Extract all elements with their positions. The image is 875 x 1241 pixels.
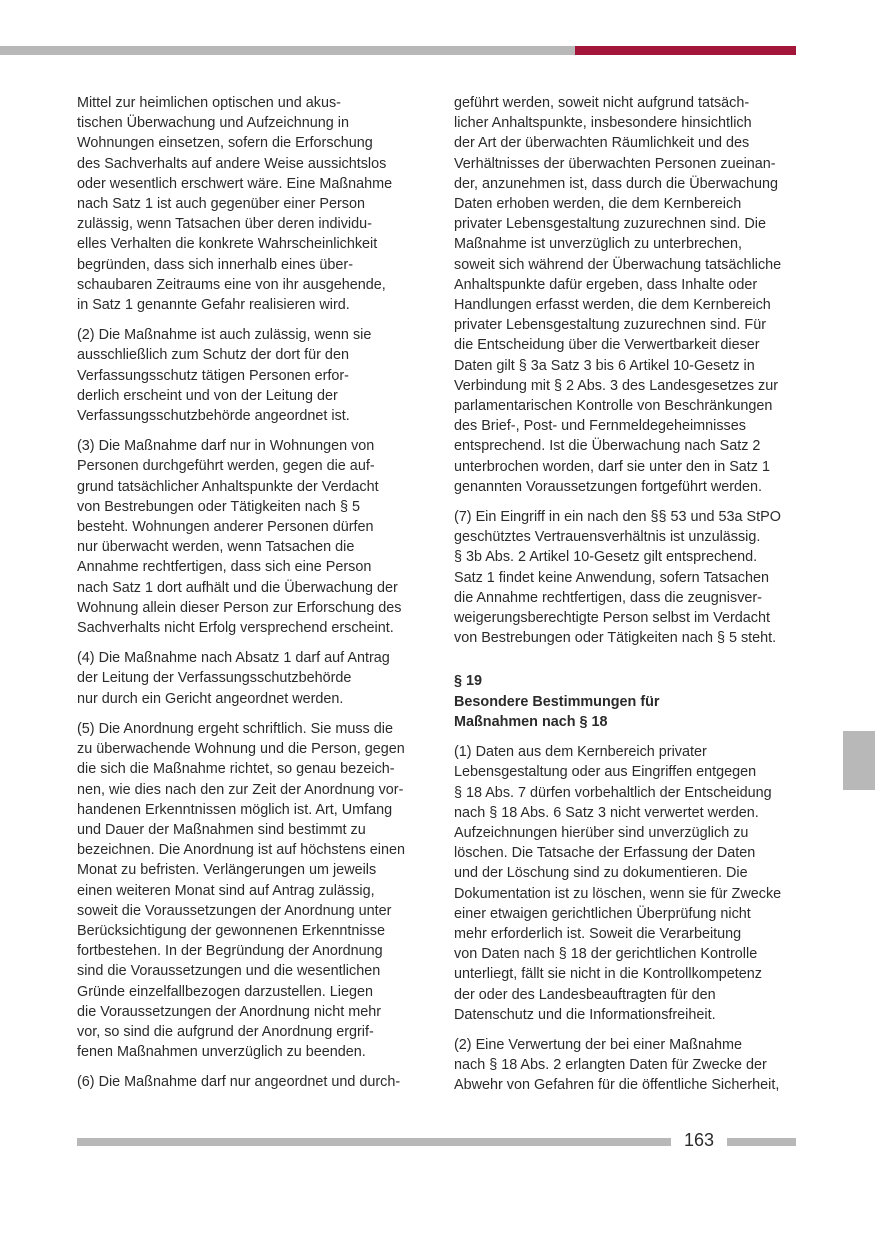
text-line: privater Lebensgestaltung zuzurechnen sind. Die (454, 216, 766, 233)
text-line: Sachverhalts nicht Erfolg versprechend erscheint. (77, 620, 394, 637)
text-line: zulässig, wenn Tatsachen über deren individu- (77, 216, 372, 233)
section-number: § 19 (454, 673, 483, 690)
text-line: die sich die Maßnahme richtet, so genau bezeich- (77, 761, 395, 778)
text-line: nach § 18 Abs. 6 Satz 3 nicht verwertet werden. (454, 804, 759, 821)
text-line: Berücksichtigung der gewonnenen Erkenntnisse (77, 922, 385, 939)
text-line: (4) Die Maßnahme nach Absatz 1 darf auf Antrag (77, 650, 390, 667)
text-line: elles Verhalten die konkrete Wahrscheinlichkeit (77, 236, 378, 253)
text-line: mehr erforderlich ist. Soweit die Verarbeitung (454, 925, 742, 942)
text-line: unterbrochen worden, darf sie unter den in Satz 1 (454, 458, 770, 475)
text-line: (6) Die Maßnahme darf nur angeordnet und durch- (77, 1074, 401, 1091)
footer-rule-right (727, 1138, 796, 1146)
text-line: Handlungen erfasst werden, die dem Kernbereich (454, 297, 771, 314)
text-line: ausschließlich zum Schutz der dort für den (77, 347, 349, 364)
text-line: derlich erscheint und von der Leitung der (77, 387, 338, 404)
text-line: einen weiteren Monat sind auf Antrag zulässig, (77, 882, 375, 899)
paragraph (77, 93, 422, 315)
text-line: handenen Erkenntnissen möglich ist. Art, Umfang (77, 801, 393, 818)
text-line: oder wesentlich erschwert wäre. Eine Maßnahme (77, 175, 393, 192)
text-line: Wohnung allein dieser Person zur Erforschung des (77, 599, 402, 616)
text-line: in Satz 1 genannte Gefahr realisieren wird. (77, 297, 350, 314)
text-line: grund tatsächlicher Anhaltspunkte der Verdacht (77, 478, 379, 495)
footer-rule-left (77, 1138, 671, 1146)
text-line: (3) Die Maßnahme darf nur in Wohnungen von (77, 438, 375, 455)
text-line: besteht. Wohnungen anderer Personen dürfen (77, 519, 374, 536)
text-line: zu überwachende Wohnung und die Person, gegen (77, 741, 405, 758)
text-line: löschen. Die Tatsache der Erfassung der Daten (454, 845, 756, 862)
left-paragraphs (77, 93, 422, 1093)
section-heading (454, 671, 799, 732)
section-title-line-2: Maßnahmen nach § 18 (454, 713, 608, 730)
right-paragraphs-bottom (454, 742, 799, 1095)
text-line: schaubaren Zeitraums eine von ihr ausgehende, (77, 276, 386, 293)
text-line: Datenschutz und die Informationsfreiheit. (454, 1006, 716, 1023)
text-line: der Leitung der Verfassungsschutzbehörde (77, 670, 352, 687)
paragraph (77, 719, 422, 1062)
text-line: der oder des Landesbeauftragten für den (454, 986, 716, 1003)
text-column-left (77, 93, 422, 1103)
text-line: (1) Daten aus dem Kernbereich privater (454, 744, 707, 761)
text-line: nach Satz 1 dort aufhält und die Überwachung der (77, 579, 398, 596)
text-line: unterliegt, fällt sie nicht in die Kontrollkompetenz (454, 966, 762, 983)
text-line: parlamentarischen Kontrolle von Beschränkungen (454, 398, 773, 415)
text-line: Wohnungen einsetzen, sofern die Erforschung (77, 135, 373, 152)
text-line: (5) Die Anordnung ergeht schriftlich. Sie muss die (77, 720, 393, 737)
text-line: (2) Eine Verwertung der bei einer Maßnahme (454, 1036, 742, 1053)
text-line: sind die Voraussetzungen und die wesentlichen (77, 963, 381, 980)
header-rule-gray (0, 46, 575, 55)
text-line: die Voraussetzungen der Anordnung nicht mehr (77, 1003, 382, 1020)
text-line: fenen Maßnahmen unverzüglich zu beenden. (77, 1044, 366, 1061)
page-number: 163 (683, 1130, 715, 1150)
paragraph (77, 436, 422, 638)
paragraph (77, 325, 422, 426)
text-line: von Bestrebungen oder Tätigkeiten nach § 5 (77, 498, 360, 515)
text-line: des Brief-, Post- und Fernmeldegeheimnisses (454, 418, 746, 435)
text-line: der Art der überwachten Räumlichkeit und des (454, 135, 750, 152)
text-line: Personen durchgeführt werden, gegen die auf- (77, 458, 375, 475)
text-line: nen, wie dies nach den zur Zeit der Anordnung vor- (77, 781, 404, 798)
text-line: Verbindung mit § 2 Abs. 3 des Landesgesetzes zur (454, 377, 778, 394)
paragraph (77, 1072, 422, 1092)
text-line: fortbestehen. In der Begründung der Anordnung (77, 943, 383, 960)
text-line: Lebensgestaltung oder aus Eingriffen entgegen (454, 764, 757, 781)
paragraph (77, 648, 422, 709)
paragraph (454, 1035, 799, 1096)
text-line: vor, so sind die aufgrund der Anordnung ergrif- (77, 1023, 374, 1040)
text-line: Verhältnisses der überwachten Personen zueinan- (454, 155, 776, 172)
text-line: genannten Voraussetzungen fortgeführt werden. (454, 478, 763, 495)
text-line: privater Lebensgestaltung zuzurechnen sind. Für (454, 317, 766, 334)
text-line: Satz 1 findet keine Anwendung, sofern Tatsachen (454, 569, 769, 586)
text-line: nur durch ein Gericht angeordnet werden. (77, 690, 344, 707)
text-line: die Entscheidung über die Verwertbarkeit dieser (454, 337, 760, 354)
text-line: soweit die Voraussetzungen der Anordnung unter (77, 902, 392, 919)
text-line: die Annahme rechtfertigen, dass die zeugnisver- (454, 589, 762, 606)
right-paragraphs-top (454, 93, 799, 648)
chapter-side-tab (843, 731, 875, 790)
paragraph (454, 742, 799, 1025)
text-line: entsprechend. Ist die Überwachung nach Satz 2 (454, 438, 761, 455)
section-title-line-1: Besondere Bestimmungen für (454, 693, 660, 710)
header-rule-accent (575, 46, 796, 55)
text-line: nach Satz 1 ist auch gegenüber einer Person (77, 196, 366, 213)
text-line: geschütztes Vertrauensverhältnis ist unzulässig. (454, 529, 761, 546)
text-line: Monat zu befristen. Verlängerungen um jeweils (77, 862, 377, 879)
text-line: (7) Ein Eingriff in ein nach den §§ 53 und 53a StPO (454, 509, 781, 526)
text-line: des Sachverhalts auf andere Weise aussichtslos (77, 155, 387, 172)
text-line: nach § 18 Abs. 2 erlangten Daten für Zwecke der (454, 1057, 767, 1074)
text-line: Verfassungsschutzbehörde angeordnet ist. (77, 408, 350, 425)
text-line: Verfassungsschutz tätigen Personen erfor- (77, 367, 349, 384)
text-line: tischen Überwachung und Aufzeichnung in (77, 115, 350, 132)
text-column-right (454, 93, 799, 1106)
text-line: soweit sich während der Überwachung tatsächliche (454, 256, 782, 273)
text-line: Dokumentation ist zu löschen, wenn sie für Zwecke (454, 885, 782, 902)
text-line: weigerungsberechtigte Person selbst im Verdacht (454, 610, 770, 627)
text-line: von Daten nach § 18 der gerichtlichen Kontrolle (454, 946, 758, 963)
text-line: Abwehr von Gefahren für die öffentliche Sicherheit, (454, 1077, 780, 1094)
text-line: (2) Die Maßnahme ist auch zulässig, wenn sie (77, 327, 372, 344)
text-line: Daten gilt § 3a Satz 3 bis 6 Artikel 10-Gesetz in (454, 357, 755, 374)
text-line: Anhaltspunkte dafür ergeben, dass Inhalte oder (454, 276, 758, 293)
text-line: nur überwacht werden, wenn Tatsachen die (77, 539, 355, 556)
text-line: § 3b Abs. 2 Artikel 10-Gesetz gilt entsprechend. (454, 549, 758, 566)
text-line: Annahme rechtfertigen, dass sich eine Person (77, 559, 372, 576)
text-line: Maßnahme ist unverzüglich zu unterbrechen, (454, 236, 742, 253)
text-line: und Dauer der Maßnahmen sind bestimmt zu (77, 821, 366, 838)
text-line: Daten erhoben werden, die dem Kernbereich (454, 196, 742, 213)
text-line: Aufzeichnungen hierüber sind unverzüglich zu (454, 824, 749, 841)
paragraph (454, 93, 799, 497)
text-line: Mittel zur heimlichen optischen und akus- (77, 95, 341, 111)
text-line: und der Löschung sind zu dokumentieren. Die (454, 865, 748, 882)
text-line: der, anzunehmen ist, dass durch die Überwachung (454, 175, 778, 192)
text-line: begründen, dass sich innerhalb eines über- (77, 256, 354, 273)
text-line: Gründe einzelfallbezogen darzustellen. Liegen (77, 983, 374, 1000)
text-line: licher Anhaltspunkte, insbesondere hinsichtlich (454, 115, 752, 132)
text-line: bezeichnen. Die Anordnung ist auf höchstens einen (77, 842, 406, 859)
text-line: geführt werden, soweit nicht aufgrund tatsäch- (454, 95, 750, 111)
text-line: einer etwaigen gerichtlichen Überprüfung nicht (454, 905, 751, 922)
text-line: § 18 Abs. 7 dürfen vorbehaltlich der Entscheidung (454, 784, 772, 801)
text-line: von Bestrebungen oder Tätigkeiten nach § 5 steht. (454, 630, 777, 647)
paragraph (454, 507, 799, 648)
